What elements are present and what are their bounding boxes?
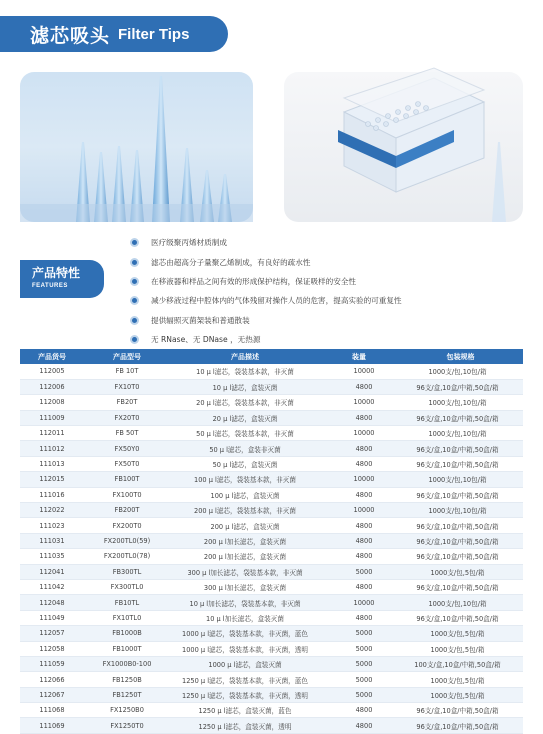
cell-quantity: 4800 [320, 379, 398, 394]
cell-model: FX200TL0(59) [84, 533, 170, 548]
cell-item-no: 112006 [20, 379, 84, 394]
cell-description: 1000 μ l滤芯，盒装灭菌 [170, 656, 320, 671]
column-header-packaging: 包装规格 [398, 349, 523, 364]
cell-description: 10 μ l滤芯，盒装灭菌 [170, 379, 320, 394]
cell-packaging: 96支/盒,10盒/中箱,50盒/箱 [398, 487, 523, 502]
cell-quantity: 4800 [320, 410, 398, 425]
table-row [20, 426, 523, 441]
cell-quantity: 4800 [320, 579, 398, 594]
cell-quantity: 5000 [320, 687, 398, 702]
cell-description: 200 μ l滤芯，袋装基本款，非灭菌 [170, 503, 320, 518]
cell-item-no: 111042 [20, 579, 84, 594]
cell-model: FX1250T0 [84, 718, 170, 733]
table-row [20, 641, 523, 656]
cell-model: FX100T0 [84, 487, 170, 502]
cell-description: 200 μ l加长滤芯，盒装灭菌 [170, 549, 320, 564]
table-row [20, 533, 523, 548]
cell-description: 1250 μ l滤芯，袋装基本款，非灭菌，蓝色 [170, 672, 320, 687]
feature-item [130, 291, 402, 310]
table-row [20, 456, 523, 471]
cell-quantity: 10000 [320, 503, 398, 518]
cell-description: 200 μ l加长滤芯，盒装灭菌 [170, 533, 320, 548]
cell-item-no: 111009 [20, 410, 84, 425]
bullet-icon [130, 335, 139, 344]
table-row [20, 610, 523, 625]
feature-text: 无 RNase、无 DNase ，无热源 [151, 335, 261, 345]
cell-item-no: 111031 [20, 533, 84, 548]
cell-quantity: 4800 [320, 441, 398, 456]
cell-description: 100 μ l滤芯，袋装基本款，非灭菌 [170, 472, 320, 487]
cell-model: FX1000B0-100 [84, 656, 170, 671]
features-label-en: FEATURES [32, 283, 68, 289]
cell-packaging: 96支/盒,10盒/中箱,50盒/箱 [398, 579, 523, 594]
table-row [20, 564, 523, 579]
cell-item-no: 111013 [20, 456, 84, 471]
cell-quantity: 4800 [320, 610, 398, 625]
cell-packaging: 96支/盒,10盒/中箱,50盒/箱 [398, 718, 523, 733]
section-title-en: Filter Tips [118, 25, 190, 43]
cell-description: 100 μ l滤芯，盒装灭菌 [170, 487, 320, 502]
feature-text: 医疗级聚丙烯材质制成 [151, 238, 227, 248]
cell-item-no: 112058 [20, 641, 84, 656]
cell-packaging: 96支/盒,10盒/中箱,50盒/箱 [398, 456, 523, 471]
cell-model: FX1250B0 [84, 703, 170, 718]
cell-quantity: 4800 [320, 718, 398, 733]
cell-model: FX300TL0 [84, 579, 170, 594]
cell-item-no: 112057 [20, 626, 84, 641]
cell-quantity: 10000 [320, 595, 398, 610]
cell-quantity: 4800 [320, 549, 398, 564]
cell-description: 50 μ l滤芯，盒装灭菌 [170, 456, 320, 471]
cell-description: 1250 μ l滤芯，盒装灭菌，蓝色 [170, 703, 320, 718]
cell-description: 200 μ l滤芯，盒装灭菌 [170, 518, 320, 533]
table-row [20, 472, 523, 487]
table-header-row [20, 349, 523, 364]
cell-item-no: 112015 [20, 472, 84, 487]
cell-description: 50 μ l滤芯，袋装基本款，非灭菌 [170, 426, 320, 441]
cell-description: 300 μ l加长滤芯，袋装基本款，非灭菌 [170, 564, 320, 579]
table-row [20, 626, 523, 641]
cell-item-no: 111035 [20, 549, 84, 564]
table-row [20, 549, 523, 564]
cell-model: FB20T [84, 395, 170, 410]
table-row [20, 579, 523, 594]
cell-description: 20 μ l滤芯，袋装基本款，非灭菌 [170, 395, 320, 410]
cell-quantity: 5000 [320, 656, 398, 671]
cell-model: FB200T [84, 503, 170, 518]
cell-quantity: 4800 [320, 456, 398, 471]
cell-model: FB1250T [84, 687, 170, 702]
section-title-bar [0, 16, 228, 52]
feature-item [130, 311, 402, 330]
cell-item-no: 111059 [20, 656, 84, 671]
cell-item-no: 111069 [20, 718, 84, 733]
table-row [20, 672, 523, 687]
cell-packaging: 1000支/包,5包/箱 [398, 641, 523, 656]
cell-item-no: 112067 [20, 687, 84, 702]
cell-description: 10 μ l滤芯，袋装基本款，非灭菌 [170, 364, 320, 379]
section-title-zh: 滤芯吸头 [30, 24, 111, 47]
cell-packaging: 96支/盒,10盒/中箱,50盒/箱 [398, 703, 523, 718]
cell-description: 20 μ l滤芯，盒装灭菌 [170, 410, 320, 425]
cell-item-no: 111012 [20, 441, 84, 456]
column-header-description: 产品描述 [170, 349, 320, 364]
table-row [20, 595, 523, 610]
cell-quantity: 4800 [320, 533, 398, 548]
cell-quantity: 10000 [320, 426, 398, 441]
cell-packaging: 1000支/包,10包/箱 [398, 472, 523, 487]
cell-description: 10 μ l加长滤芯，袋装基本款，非灭菌 [170, 595, 320, 610]
cell-packaging: 100支/盒,10盒/中箱,50盒/箱 [398, 656, 523, 671]
cell-quantity: 10000 [320, 364, 398, 379]
cell-description: 300 μ l加长滤芯，盒装灭菌 [170, 579, 320, 594]
column-header-quantity: 装量 [320, 349, 398, 364]
cell-packaging: 96支/盒,10盒/中箱,50盒/箱 [398, 533, 523, 548]
cell-item-no: 112005 [20, 364, 84, 379]
table-row [20, 441, 523, 456]
feature-text: 减少移液过程中腔体内的气体残留对操作人员的危害，提高实验的可重复性 [151, 296, 402, 306]
cell-model: FB 50T [84, 426, 170, 441]
cell-item-no: 112022 [20, 503, 84, 518]
table-row [20, 379, 523, 394]
cell-model: FB300TL [84, 564, 170, 579]
cell-model: FB10TL [84, 595, 170, 610]
feature-text: 在移液器和样品之间有效的形成保护结构，保证吸样的安全性 [151, 276, 357, 286]
cell-quantity: 10000 [320, 472, 398, 487]
cell-quantity: 5000 [320, 626, 398, 641]
cell-packaging: 1000支/包,5包/箱 [398, 687, 523, 702]
cell-quantity: 4800 [320, 703, 398, 718]
cell-model: FX10T0 [84, 379, 170, 394]
feature-item [130, 272, 402, 291]
bullet-icon [130, 296, 139, 305]
cell-packaging: 96支/盒,10盒/中箱,50盒/箱 [398, 610, 523, 625]
cell-item-no: 112008 [20, 395, 84, 410]
cell-model: FB 10T [84, 364, 170, 379]
cell-description: 1250 μ l滤芯，袋装基本款，非灭菌，透明 [170, 687, 320, 702]
column-header-item-no: 产品货号 [20, 349, 84, 364]
cell-packaging: 96支/盒,10盒/中箱,50盒/箱 [398, 549, 523, 564]
feature-text: 提供辐照灭菌架装和普通散装 [151, 315, 250, 325]
cell-model: FX200T0 [84, 518, 170, 533]
cell-model: FX20T0 [84, 410, 170, 425]
cell-packaging: 1000支/包,5包/箱 [398, 672, 523, 687]
cell-packaging: 1000支/包,10包/箱 [398, 364, 523, 379]
table-row [20, 487, 523, 502]
cell-description: 1250 μ l滤芯，盒装灭菌，透明 [170, 718, 320, 733]
cell-description: 1000 μ l滤芯，袋装基本款，非灭菌，蓝色 [170, 626, 320, 641]
table-row [20, 518, 523, 533]
cell-packaging: 1000支/包,10包/箱 [398, 395, 523, 410]
cell-model: FX50Y0 [84, 441, 170, 456]
cell-quantity: 5000 [320, 672, 398, 687]
cell-model: FX50T0 [84, 456, 170, 471]
cell-model: FB1000T [84, 641, 170, 656]
filter-tip-rack-photo [284, 72, 523, 222]
cell-quantity: 4800 [320, 518, 398, 533]
cell-description: 10 μ l加长滤芯，盒装灭菌 [170, 610, 320, 625]
feature-item [130, 252, 402, 271]
cell-model: FB1250B [84, 672, 170, 687]
cell-model: FX200TL0(78) [84, 549, 170, 564]
cell-item-no: 111068 [20, 703, 84, 718]
cell-packaging: 96支/盒,10盒/中箱,50盒/箱 [398, 379, 523, 394]
table-row [20, 703, 523, 718]
bullet-icon [130, 258, 139, 267]
table-body [20, 364, 523, 733]
cell-quantity: 5000 [320, 641, 398, 656]
feature-list [130, 233, 402, 349]
cell-item-no: 112066 [20, 672, 84, 687]
cell-packaging: 1000支/包,10包/箱 [398, 503, 523, 518]
cell-packaging: 1000支/包,5包/箱 [398, 626, 523, 641]
cell-model: FB100T [84, 472, 170, 487]
table-row [20, 656, 523, 671]
table-row [20, 410, 523, 425]
table-row [20, 687, 523, 702]
bullet-icon [130, 238, 139, 247]
cell-packaging: 1000支/包,10包/箱 [398, 426, 523, 441]
table-row [20, 503, 523, 518]
cell-packaging: 1000支/包,5包/箱 [398, 564, 523, 579]
feature-item [130, 330, 402, 349]
cell-item-no: 112048 [20, 595, 84, 610]
features-label-zh: 产品特性 [32, 266, 81, 280]
cell-packaging: 1000支/包,10包/箱 [398, 595, 523, 610]
cell-model: FX10TL0 [84, 610, 170, 625]
cell-description: 50 μ l滤芯，盒装非灭菌 [170, 441, 320, 456]
cell-item-no: 112011 [20, 426, 84, 441]
table-row [20, 395, 523, 410]
table-row [20, 718, 523, 733]
cell-item-no: 112041 [20, 564, 84, 579]
cell-quantity: 10000 [320, 395, 398, 410]
feature-item [130, 233, 402, 252]
cell-model: FB1000B [84, 626, 170, 641]
cell-item-no: 111049 [20, 610, 84, 625]
feature-text: 滤芯由超高分子量聚乙烯制成，有良好的疏水性 [151, 257, 311, 267]
features-label [20, 260, 104, 298]
table-row [20, 364, 523, 379]
cell-quantity: 5000 [320, 564, 398, 579]
cell-description: 1000 μ l滤芯，袋装基本款，非灭菌，透明 [170, 641, 320, 656]
bullet-icon [130, 277, 139, 286]
cell-item-no: 111023 [20, 518, 84, 533]
cell-quantity: 4800 [320, 487, 398, 502]
filter-tips-photo [20, 72, 253, 222]
cell-item-no: 111016 [20, 487, 84, 502]
cell-packaging: 96支/盒,10盒/中箱,50盒/箱 [398, 441, 523, 456]
bullet-icon [130, 316, 139, 325]
cell-packaging: 96支/盒,10盒/中箱,50盒/箱 [398, 518, 523, 533]
cell-packaging: 96支/盒,10盒/中箱,50盒/箱 [398, 410, 523, 425]
product-table [20, 349, 523, 734]
column-header-model: 产品型号 [84, 349, 170, 364]
